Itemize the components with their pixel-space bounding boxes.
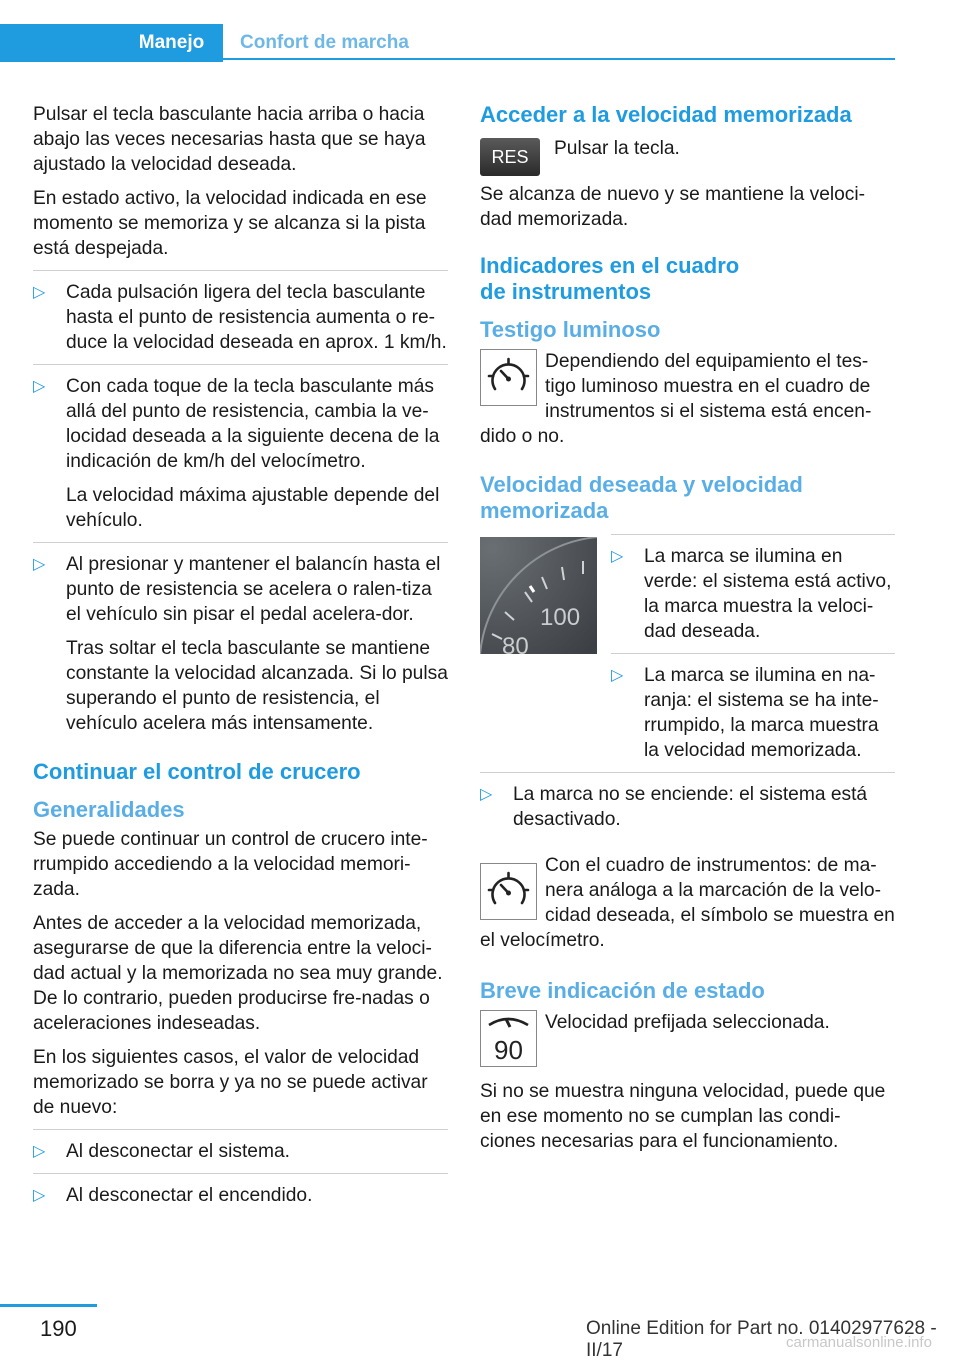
paragraph: Se alcanza de nuevo y se mantiene la veloci‐dad memorizada. (480, 184, 866, 230)
list-item-subtext: Tras soltar el tecla basculante se mantiene constante la velocidad alcanzada. Si lo pulsa superando el punto de resistencia, el vehículo acelera más intensamente. (66, 638, 448, 734)
section-heading: Acceder a la velocidad memorizada (480, 102, 852, 127)
triangle-bullet-icon: ▷ (33, 1143, 46, 1160)
speedometer-image (480, 537, 597, 654)
triangle-bullet-icon: ▷ (33, 378, 46, 395)
list-item (33, 1183, 448, 1208)
triangle-bullet-icon: ▷ (33, 1187, 46, 1204)
list-item (33, 374, 448, 533)
triangle-bullet-icon: ▷ (480, 786, 493, 803)
res-button-icon: RES (480, 138, 540, 176)
divider (33, 542, 448, 543)
subsection-heading: Testigo luminoso (480, 317, 661, 342)
res-block (480, 136, 895, 182)
right-column (480, 102, 895, 1163)
list-item (480, 782, 895, 832)
paragraph: Si no se muestra ninguna velocidad, puede que en ese momento no se cumplan las condi‐ciones necesarias para el funcionamiento. (480, 1081, 886, 1152)
list-item (611, 663, 895, 763)
indicator-block (480, 349, 895, 458)
subsection-heading: Breve indicación de estado (480, 978, 765, 1003)
status-block (480, 1010, 895, 1071)
list-item-text: Al desconectar el encendido. (66, 1185, 313, 1206)
triangle-bullet-icon: ▷ (33, 556, 46, 573)
set-speed-value: 90 (494, 1035, 523, 1065)
paragraph: Dependiendo del equipamiento el tes‐tigo luminoso muestra en el cuadro de instrumentos si el sistema está encen‐dido o no. (480, 351, 872, 447)
section-heading: Continuar el control de crucero (33, 759, 361, 784)
list-item (33, 280, 448, 355)
edition-note: Online Edition for Part no. 01402977628 - II/17 (586, 1318, 937, 1361)
list-item-text: La marca no se enciende: el sistema está desactivado. (513, 784, 868, 830)
paragraph: Pulsar el tecla basculante hacia arriba o hacia abajo las veces necesarias hasta que se haya ajustado la velocidad deseada. (33, 104, 426, 175)
triangle-bullet-icon: ▷ (611, 548, 624, 565)
speedometer-label: 80 (502, 633, 529, 654)
speedometer-block (480, 534, 895, 772)
paragraph: Pulsar la tecla. (554, 138, 680, 159)
tab-confort-de-marcha[interactable]: Confort de marcha (223, 24, 895, 60)
header-bar (0, 24, 895, 62)
paragraph: En estado activo, la velocidad indicada en ese momento se memoriza y se alcanza si la pista está despejada. (33, 188, 427, 259)
paragraph: Se puede continuar un control de crucero inte‐rrumpido accediendo a la velocidad memori‐zada. (33, 829, 428, 900)
list-item-text: Al presionar y mantener el balancín hasta el punto de resistencia se acelera o ralen‐tiza el vehículo sin pisar el pedal acelera‐dor. (66, 554, 441, 625)
left-column (33, 102, 448, 1217)
divider (33, 270, 448, 271)
tab-manejo[interactable]: Manejo (120, 24, 223, 62)
header-accent-block (0, 24, 120, 62)
list-item (33, 1139, 448, 1164)
triangle-bullet-icon: ▷ (33, 284, 46, 301)
paragraph: Con el cuadro de instrumentos: de ma‐nera análoga a la marcación de la velo‐cidad deseada, el símbolo se muestra en el velocímetro. (480, 855, 895, 951)
set-speed-90-icon (480, 1010, 537, 1067)
cruise-control-indicator-icon (480, 863, 537, 920)
watermark: carmanualsonline.info (786, 1334, 932, 1351)
divider (33, 364, 448, 365)
page-number: 190 (40, 1316, 77, 1341)
list-item-text: La marca se ilumina en na‐ranja: el sistema se ha inte‐rrumpido, la marca muestra la velocidad memorizada. (644, 665, 879, 761)
triangle-bullet-icon: ▷ (611, 667, 624, 684)
list-item-text: La marca se ilumina en verde: el sistema está activo, la marca muestra la veloci‐dad deseada. (644, 546, 892, 642)
list-item-text: Al desconectar el sistema. (66, 1141, 290, 1162)
divider (480, 772, 895, 773)
divider (33, 1129, 448, 1130)
divider (611, 534, 895, 535)
list-item-text: Cada pulsación ligera del tecla basculante hasta el punto de resistencia aumenta o re‐duce la velocidad deseada en aprox. 1 km/h. (66, 282, 447, 353)
divider (33, 1173, 448, 1174)
cruise-control-indicator-icon (480, 349, 537, 406)
paragraph: Velocidad prefijada seleccionada. (545, 1012, 830, 1033)
list-item (611, 544, 895, 644)
footer-accent-line (0, 1304, 97, 1307)
list-item-text: Con cada toque de la tecla basculante más allá del punto de resistencia, cambia la ve‐locidad deseada a la siguiente decena de la indicación de km/h del velocímetro. (66, 376, 440, 472)
subsection-heading: Generalidades (33, 797, 185, 822)
divider (611, 653, 895, 654)
paragraph: En los siguientes casos, el valor de velocidad memorizado se borra y ya no se puede activar de nuevo: (33, 1047, 428, 1118)
list-item (33, 552, 448, 736)
subsection-heading: Velocidad deseada y velocidad memorizada (480, 472, 803, 523)
list-item-subtext: La velocidad máxima ajustable depende del vehículo. (66, 485, 440, 531)
section-heading: Indicadores en el cuadro de instrumentos (480, 253, 740, 304)
speedometer-label: 100 (540, 604, 581, 631)
paragraph: Antes de acceder a la velocidad memorizada, asegurarse de que la diferencia entre la veloci‐dad actual y la memorizada no sea muy grande. De lo contrario, pueden producirse fre‐nadas o aceleraciones indeseadas. (33, 913, 443, 1034)
indicator-block (480, 853, 895, 962)
